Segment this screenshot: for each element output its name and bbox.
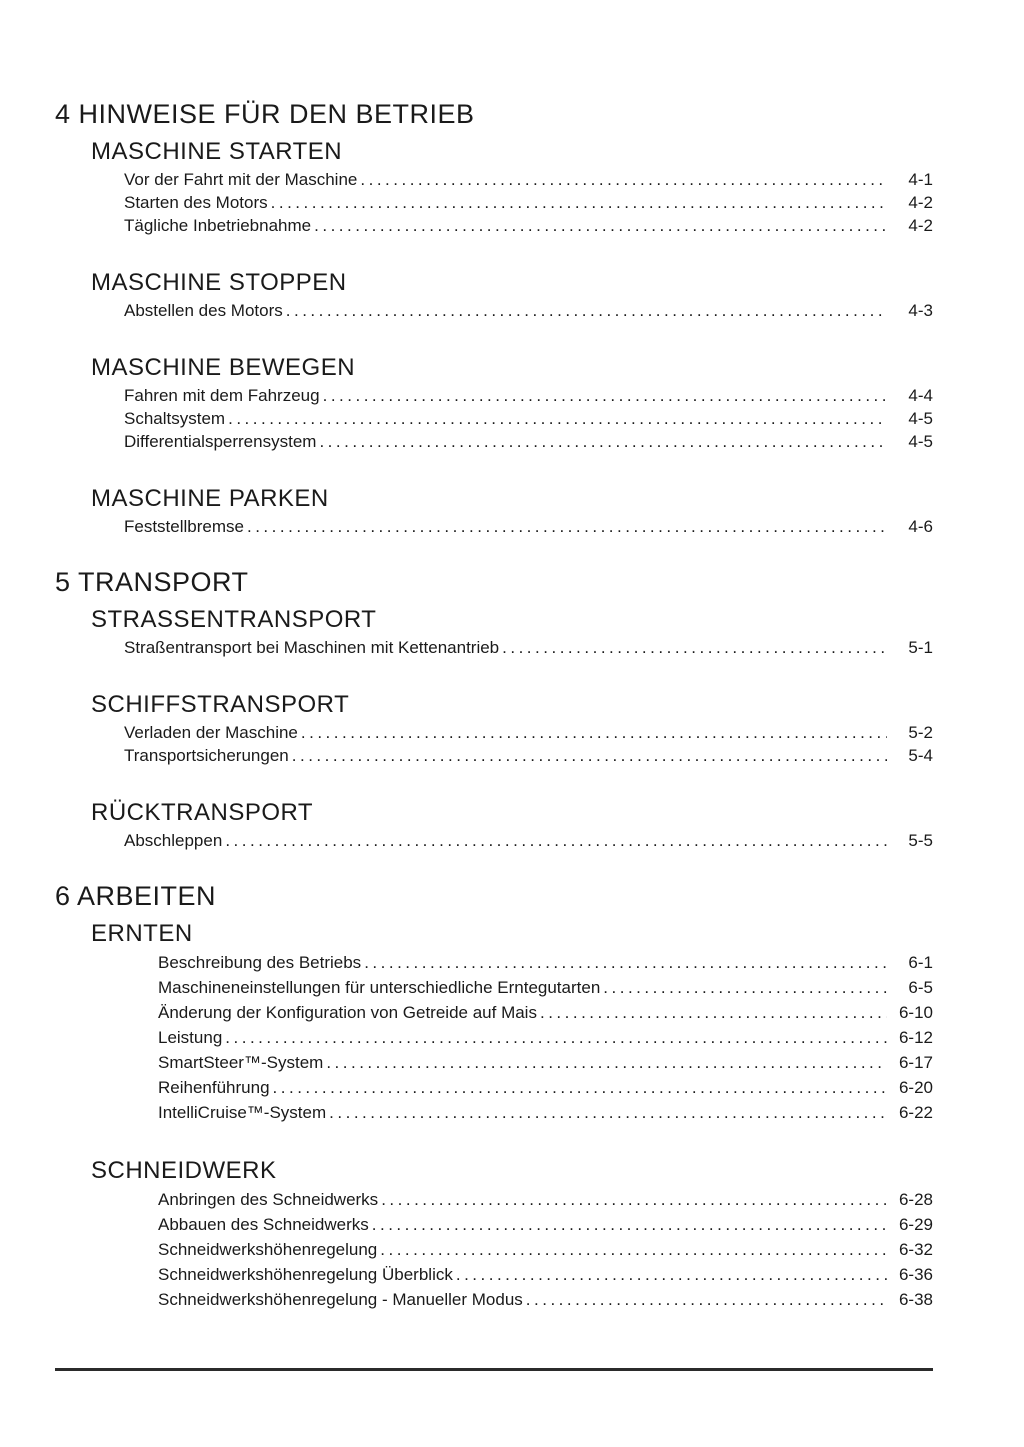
toc-entry-page: 6-1 [908, 953, 933, 972]
toc-entry-label: SmartSteer™-System [158, 1053, 324, 1072]
toc-dot-leader [271, 191, 887, 214]
toc-entry-label: Starten des Motors [124, 193, 268, 212]
toc-entry [158, 1050, 933, 1075]
toc-entry-page: 5-5 [908, 831, 933, 850]
entry-list [158, 1187, 933, 1312]
toc-dot-leader [247, 515, 887, 538]
section-block [55, 920, 933, 1125]
entry-list [158, 950, 933, 1125]
toc-entry [158, 975, 933, 1000]
toc-entry-label: Änderung der Konfiguration von Getreide auf Mais [158, 1003, 537, 1022]
toc-dot-leader [326, 1050, 887, 1075]
toc-entry [124, 384, 933, 407]
toc-dot-leader [456, 1262, 887, 1287]
toc-entry-page: 6-10 [898, 1003, 933, 1022]
section-block [55, 138, 933, 237]
toc-dot-leader [273, 1075, 887, 1100]
toc-entry [124, 829, 933, 852]
chapter-block [55, 566, 933, 852]
section-block [55, 485, 933, 538]
toc-entry-page: 4-6 [908, 517, 933, 536]
toc-entry-page: 4-2 [908, 193, 933, 212]
toc-entry [158, 1237, 933, 1262]
chapter-heading: 6 ARBEITEN [55, 881, 217, 911]
toc-entry-page: 4-4 [908, 386, 933, 405]
section-block [55, 691, 933, 767]
toc-entry-label: Fahren mit dem Fahrzeug [124, 386, 320, 405]
toc-entry-label: Straßentransport bei Maschinen mit Kettenantrieb [124, 638, 500, 657]
toc-entry [124, 214, 933, 237]
toc-entry [124, 191, 933, 214]
toc-entry-label: Anbringen des Schneidwerks [158, 1190, 379, 1209]
toc-entry-page: 4-3 [908, 301, 933, 320]
section-block [55, 1157, 933, 1312]
toc-entry [124, 515, 933, 538]
toc-dot-leader [540, 1000, 887, 1025]
section-heading: STRASSENTRANSPORT [91, 606, 377, 633]
toc-entry [158, 1100, 933, 1125]
entry-list [124, 299, 933, 322]
entry-list [124, 168, 933, 237]
section-heading: MASCHINE STOPPEN [91, 269, 347, 296]
toc-entry-label: Beschreibung des Betriebs [158, 953, 362, 972]
toc-entry [158, 1187, 933, 1212]
section-heading: MASCHINE PARKEN [91, 485, 329, 512]
toc-entry [124, 299, 933, 322]
toc-entry-page: 6-12 [898, 1028, 933, 1047]
section-block [55, 606, 933, 659]
toc-entry [124, 721, 933, 744]
chapter-heading: 4 HINWEISE FÜR DEN BETRIEB [55, 99, 475, 129]
chapter-block [55, 880, 933, 1312]
toc-entry [158, 1287, 933, 1312]
toc-entry-page: 6-32 [898, 1240, 933, 1259]
entry-list [124, 829, 933, 852]
toc-entry-label: Verladen der Maschine [124, 723, 298, 742]
section-heading: MASCHINE STARTEN [91, 138, 343, 165]
toc-dot-leader [360, 168, 887, 191]
entry-list [124, 384, 933, 453]
toc-entry-page: 6-17 [898, 1053, 933, 1072]
toc-entry [124, 407, 933, 430]
toc-entry-page: 5-2 [908, 723, 933, 742]
footer-rule [55, 1368, 933, 1371]
toc-entry-label: Abschleppen [124, 831, 223, 850]
toc-entry-label: Abbauen des Schneidwerks [158, 1215, 369, 1234]
toc-entry-label: Differentialsperrensystem [124, 432, 317, 451]
toc-entry-label: Schneidwerkshöhenregelung [158, 1240, 378, 1259]
section-heading: SCHIFFSTRANSPORT [91, 691, 350, 718]
toc-dot-leader [603, 975, 887, 1000]
toc-entry [124, 744, 933, 767]
section-block [55, 269, 933, 322]
entry-list [124, 636, 933, 659]
toc-dot-leader [372, 1212, 887, 1237]
toc-dot-leader [225, 1025, 887, 1050]
toc-entry-label: Transportsicherungen [124, 746, 289, 765]
toc-entry-page: 6-20 [898, 1078, 933, 1097]
toc-entry-label: Schaltsystem [124, 409, 226, 428]
toc-dot-leader [319, 430, 887, 453]
toc-entry [124, 168, 933, 191]
section-heading: RÜCKTRANSPORT [91, 799, 314, 826]
toc-dot-leader [329, 1100, 887, 1125]
entry-list [124, 721, 933, 767]
toc-entry-label: Leistung [158, 1028, 223, 1047]
toc-entry-page: 5-1 [908, 638, 933, 657]
entry-list [124, 515, 933, 538]
toc-dot-leader [526, 1287, 887, 1312]
toc-dot-leader [228, 407, 887, 430]
toc-dot-leader [314, 214, 887, 237]
toc-entry-label: Vor der Fahrt mit der Maschine [124, 170, 358, 189]
section-block [55, 354, 933, 453]
toc-dot-leader [364, 950, 887, 975]
toc-dot-leader [292, 744, 887, 767]
toc-entry-label: IntelliCruise™-System [158, 1103, 327, 1122]
section-heading: MASCHINE BEWEGEN [91, 354, 356, 381]
section-heading: ERNTEN [91, 920, 193, 947]
toc-entry-label: Abstellen des Motors [124, 301, 283, 320]
toc-dot-leader [502, 636, 887, 659]
toc-entry [158, 1262, 933, 1287]
toc-entry-label: Tägliche Inbetriebnahme [124, 216, 312, 235]
toc-entry-label: Feststellbremse [124, 517, 244, 536]
toc-entry-page: 4-5 [908, 409, 933, 428]
toc-entry [158, 1000, 933, 1025]
toc-entry-page: 6-38 [898, 1290, 933, 1309]
toc-entry-page: 5-4 [908, 746, 933, 765]
toc-entry-page: 4-1 [908, 170, 933, 189]
toc-entry-label: Schneidwerkshöhenregelung Überblick [158, 1265, 453, 1284]
toc-entry [124, 430, 933, 453]
chapter-block [55, 98, 933, 538]
toc-entry-label: Reihenführung [158, 1078, 270, 1097]
toc-dot-leader [380, 1237, 887, 1262]
toc-entry-page: 6-29 [898, 1215, 933, 1234]
toc-entry [158, 1025, 933, 1050]
toc-entry-page: 6-5 [908, 978, 933, 997]
toc-entry [158, 1075, 933, 1100]
section-heading: SCHNEIDWERK [91, 1157, 277, 1184]
table-of-contents [55, 98, 933, 1312]
toc-entry [124, 636, 933, 659]
toc-entry-page: 4-5 [908, 432, 933, 451]
toc-dot-leader [323, 384, 887, 407]
toc-dot-leader [225, 829, 887, 852]
chapter-heading: 5 TRANSPORT [55, 567, 249, 597]
toc-entry-page: 4-2 [908, 216, 933, 235]
toc-entry-label: Maschineneinstellungen für unterschiedliche Erntegutarten [158, 978, 601, 997]
section-block [55, 799, 933, 852]
toc-entry-page: 6-22 [898, 1103, 933, 1122]
toc-dot-leader [301, 721, 887, 744]
toc-entry [158, 950, 933, 975]
toc-dot-leader [381, 1187, 887, 1212]
toc-entry [158, 1212, 933, 1237]
toc-entry-page: 6-36 [898, 1265, 933, 1284]
toc-dot-leader [286, 299, 887, 322]
toc-entry-label: Schneidwerkshöhenregelung - Manueller Modus [158, 1290, 523, 1309]
toc-entry-page: 6-28 [898, 1190, 933, 1209]
